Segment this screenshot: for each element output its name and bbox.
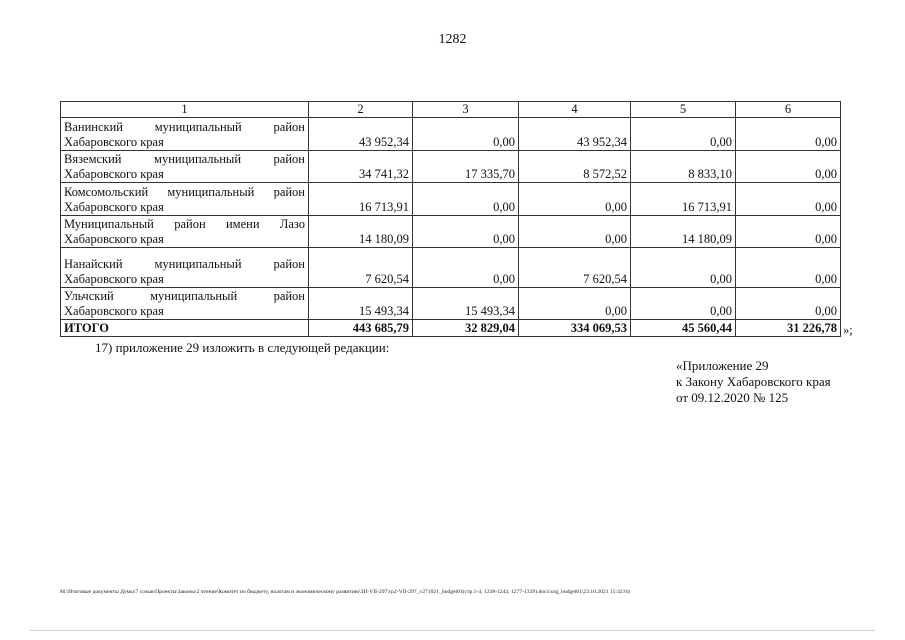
table-cell: 7 620,54 (309, 248, 413, 288)
table-cell: 0,00 (631, 248, 736, 288)
appendix-title: «Приложение 29 (676, 358, 769, 373)
table-cell: 16 713,91 (631, 183, 736, 216)
table-cell: 0,00 (413, 216, 519, 248)
table-cell: 0,00 (736, 248, 841, 288)
table-cell: 14 180,09 (309, 216, 413, 248)
table-cell: 34 741,32 (309, 151, 413, 183)
total-cell: 334 069,53 (519, 320, 631, 337)
table-cell: 0,00 (413, 248, 519, 288)
table-cell: 0,00 (519, 183, 631, 216)
table-cell: 16 713,91 (309, 183, 413, 216)
table-row (61, 288, 841, 320)
table-header-row (61, 102, 841, 118)
table-cell: 17 335,70 (413, 151, 519, 183)
total-cell: 45 560,44 (631, 320, 736, 337)
column-header: 1 (61, 102, 309, 118)
district-name: Нанайский муниципальный район Хабаровского края (61, 248, 309, 288)
table-cell: 8 572,52 (519, 151, 631, 183)
table-cell: 7 620,54 (519, 248, 631, 288)
table-cell: 43 952,34 (309, 118, 413, 151)
total-cell: 443 685,79 (309, 320, 413, 337)
appendix-law-date: от 09.12.2020 № 125 (676, 390, 789, 405)
table-cell: 14 180,09 (631, 216, 736, 248)
page-number: 1282 (438, 32, 467, 47)
table-cell: 15 493,34 (413, 288, 519, 320)
total-cell: 32 829,04 (413, 320, 519, 337)
table-cell: 0,00 (736, 151, 841, 183)
table-cell: 0,00 (736, 288, 841, 320)
page-bottom-divider (30, 630, 875, 631)
closing-quote-mark: »; (843, 323, 853, 337)
column-header: 2 (309, 102, 413, 118)
column-header: 3 (413, 102, 519, 118)
table-cell: 0,00 (631, 288, 736, 320)
table-cell: 0,00 (736, 118, 841, 151)
table-cell: 0,00 (736, 216, 841, 248)
total-label: ИТОГО (61, 320, 309, 337)
table-cell: 8 833,10 (631, 151, 736, 183)
table-row (61, 118, 841, 151)
column-header: 5 (631, 102, 736, 118)
table-cell: 0,00 (519, 288, 631, 320)
appendix-law-reference: к Закону Хабаровского края (676, 374, 831, 389)
table-row (61, 216, 841, 248)
column-header: 4 (519, 102, 631, 118)
district-name: Ульчский муниципальный район Хабаровского края (61, 288, 309, 320)
amendment-instruction: 17) приложение 29 изложить в следующей редакции: (95, 340, 390, 355)
district-name: Вяземский муниципальный район Хабаровского края (61, 151, 309, 183)
table-row (61, 151, 841, 183)
table-row (61, 183, 841, 216)
district-name: Муниципальный район имени Лазо Хабаровского края (61, 216, 309, 248)
footer-file-path: M:\Итоговые документы Думы\7 созыв\Проекты\Законы\2 чтение\Комитет по бюджету, налогам и экономическому развитию\ЗП-VII-297\гр2-VII-297_v271021_budget01(стр.1-4, 1238-1243, 1277-1339).docx\org_budget01\23.10.2021 15:42:04 (60, 589, 630, 595)
table-row (61, 248, 841, 288)
total-cell: 31 226,78 (736, 320, 841, 337)
column-header: 6 (736, 102, 841, 118)
table-cell: 0,00 (413, 183, 519, 216)
appendix-header (676, 358, 831, 406)
table-cell: 0,00 (519, 216, 631, 248)
budget-table (60, 101, 841, 337)
table-cell: 15 493,34 (309, 288, 413, 320)
table-cell: 43 952,34 (519, 118, 631, 151)
table-cell: 0,00 (413, 118, 519, 151)
total-row (61, 320, 841, 337)
district-name: Комсомольский муниципальный район Хабаровского края (61, 183, 309, 216)
district-name: Ванинский муниципальный район Хабаровского края (61, 118, 309, 151)
table-cell: 0,00 (631, 118, 736, 151)
table-cell: 0,00 (736, 183, 841, 216)
